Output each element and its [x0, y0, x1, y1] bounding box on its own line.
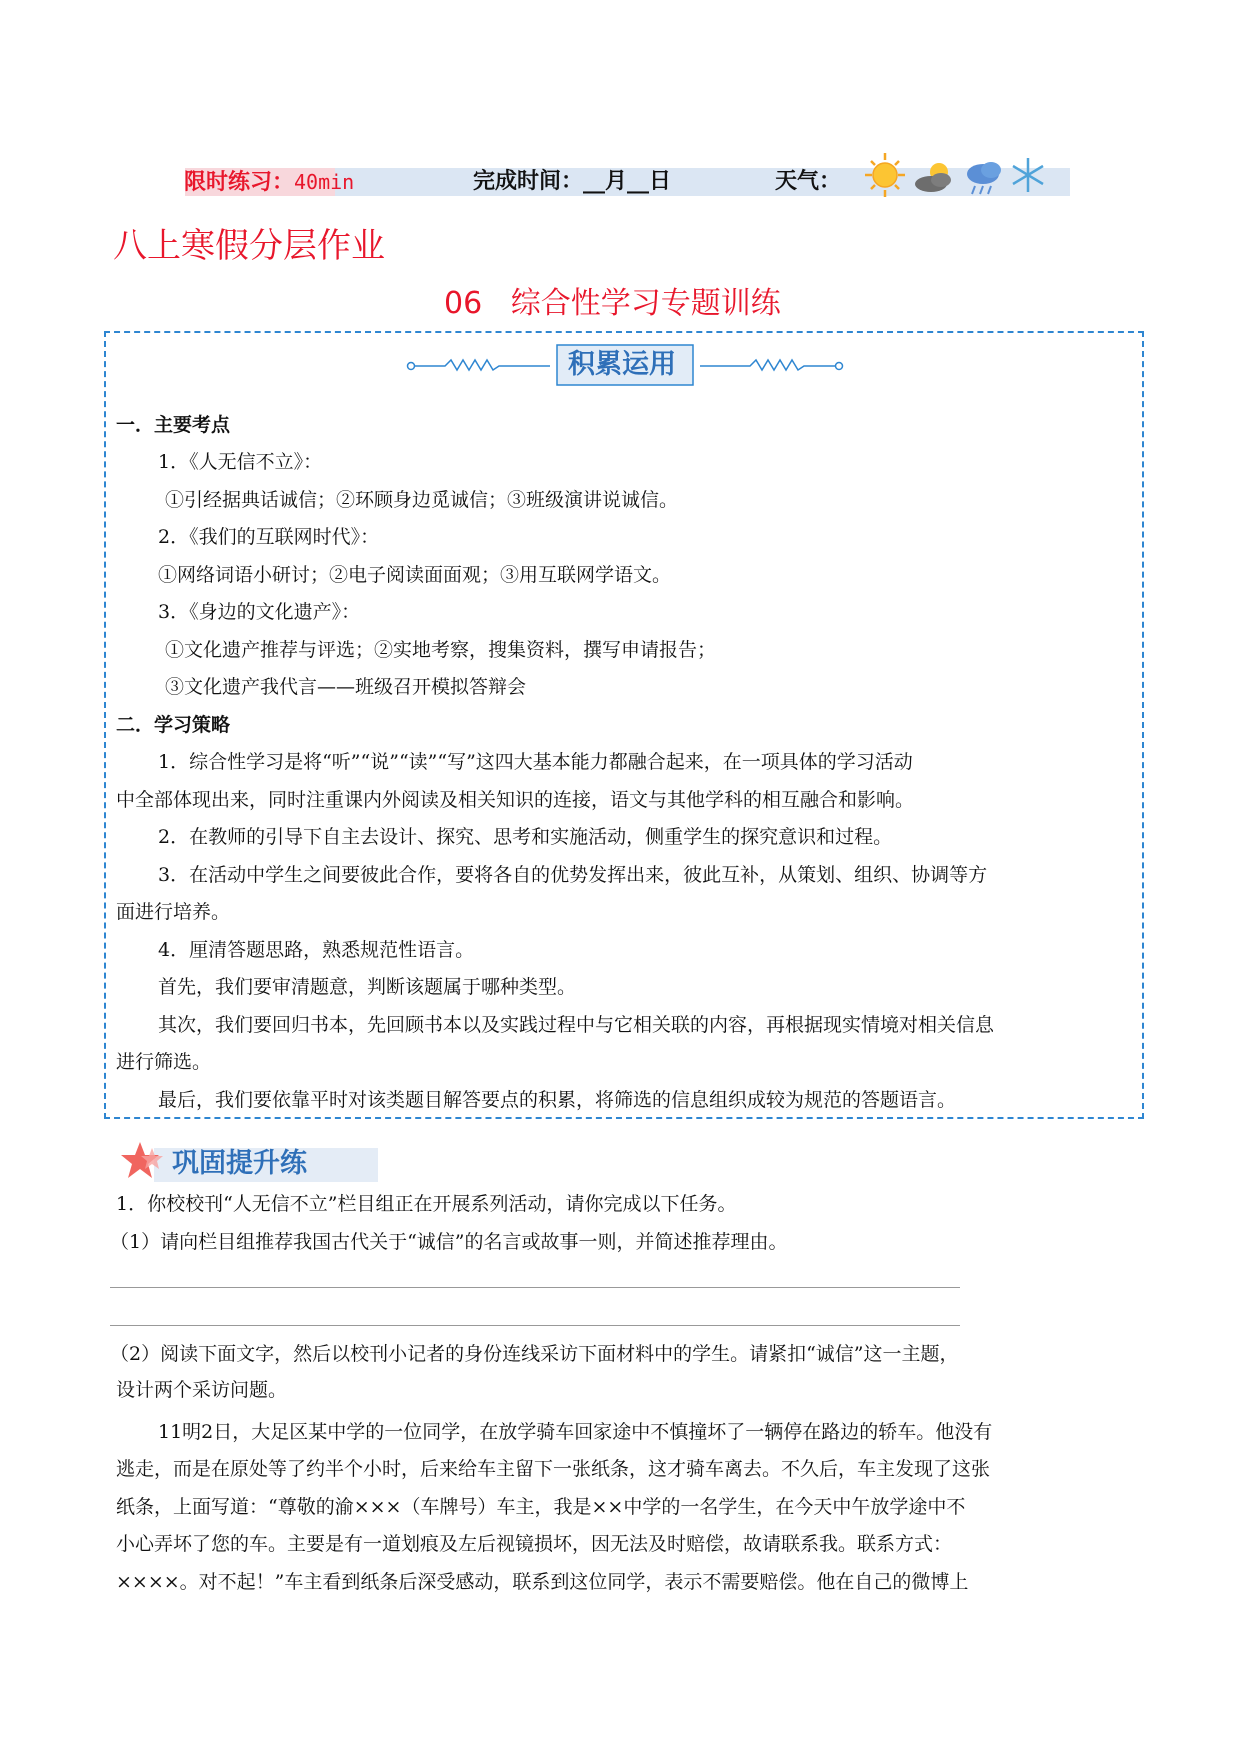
list-item: ①网络词语小研讨；②电子阅读面面观；③用互联网学语文。 [158, 564, 672, 586]
passage-line: 纸条，上面写道：“尊敬的渝×××（车牌号）车主，我是××中学的一名学生，在今天中午放学途中不 [116, 1496, 966, 1518]
question-1: 1．你校校刊“人无信不立”栏目组正在开展系列活动，请你完成以下任务。 [116, 1193, 737, 1215]
paragraph-line: 4．厘清答题思路，熟悉规范性语言。 [158, 939, 475, 961]
paragraph-line: 1．综合性学习是将“听”“说”“读”“写”这四大基本能力都融合起来，在一项具体的学习活动 [158, 751, 913, 773]
paragraph-line: 面进行培养。 [116, 901, 231, 923]
list-item: ①文化遗产推荐与评选；②实地考察，搜集资料，撰写申请报告； [165, 639, 717, 661]
snowflake-icon [1013, 158, 1043, 192]
paragraph-line: 2．在教师的引导下自主去设计、探究、思考和实施活动，侧重学生的探究意识和过程。 [158, 826, 893, 848]
passage-line: 逃走，而是在原处等了约半个小时，后来给车主留下一张纸条，这才骑车离去。不久后，车主发现了这张 [116, 1458, 991, 1480]
paragraph-line: 中全部体现出来，同时注重课内外阅读及相关知识的连接，语文与其他学科的相互融合和影响。 [116, 789, 915, 811]
answer-line [110, 1325, 960, 1326]
section-label-accumulate: 积累运用 [568, 349, 676, 380]
question-1-2-cont: 设计两个采访问题。 [116, 1379, 288, 1401]
section-label-consolidate: 巩固提升练 [172, 1148, 307, 1179]
answer-line [110, 1287, 960, 1288]
paragraph-line: 3．在活动中学生之间要彼此合作，要将各自的优势发挥出来，彼此互补，从策划、组织、协调等方 [158, 864, 988, 886]
paragraph-line: 首先，我们要审清题意，判断该题属于哪种类型。 [158, 976, 577, 998]
time-limit: 限时练习：40min [184, 170, 355, 195]
list-item: 3．《身边的文化遗产》： [158, 601, 361, 623]
partly-cloudy-icon [915, 163, 951, 192]
heading-strategy: 二．学习策略 [116, 714, 231, 736]
question-1-1: （1）请向栏目组推荐我国古代关于“诚信”的名言或故事一则，并简述推荐理由。 [110, 1231, 788, 1253]
page-title: 八上寒假分层作业 [113, 226, 385, 266]
completion-date: 完成时间：__月__日 [473, 169, 672, 194]
passage-line: 小心弄坏了您的车。主要是有一道划痕及左后视镜损坏，因无法及时赔偿，故请联系我。联系方式： [116, 1533, 953, 1555]
question-1-2: （2）阅读下面文字，然后以校刊小记者的身份连线采访下面材料中的学生。请紧扣“诚信”这一主题， [110, 1343, 959, 1365]
paragraph-line: 最后，我们要依靠平时对该类题目解答要点的积累，将筛选的信息组织成较为规范的答题语言。 [158, 1089, 957, 1111]
passage-line: ××××。对不起！”车主看到纸条后深受感动，联系到这位同学，表示不需要赔偿。他在自己的微博上 [116, 1571, 969, 1593]
rain-icon [967, 162, 1001, 194]
list-item: ③文化遗产我代言——班级召开模拟答辩会 [165, 676, 527, 698]
list-item: ①引经据典话诚信；②环顾身边觅诚信；③班级演讲说诚信。 [165, 489, 679, 511]
list-item: 1．《人无信不立》： [158, 451, 323, 473]
paragraph-line: 其次，我们要回归书本，先回顾书本以及实践过程中与它相关联的内容，再根据现实情境对相关信息 [158, 1014, 995, 1036]
passage-line: 11明2日，大足区某中学的一位同学，在放学骑车回家途中不慎撞坏了一辆停在路边的轿车。他没有 [158, 1421, 993, 1443]
list-item: 2．《我们的互联网时代》： [158, 526, 380, 548]
page-subtitle: 06 综合性学习专题训练 [444, 286, 781, 321]
heading-main-points: 一．主要考点 [116, 414, 231, 436]
sun-icon [865, 153, 905, 197]
paragraph-line: 进行筛选。 [116, 1051, 212, 1073]
weather-icons [865, 150, 1065, 200]
weather-label: 天气： [775, 169, 842, 194]
